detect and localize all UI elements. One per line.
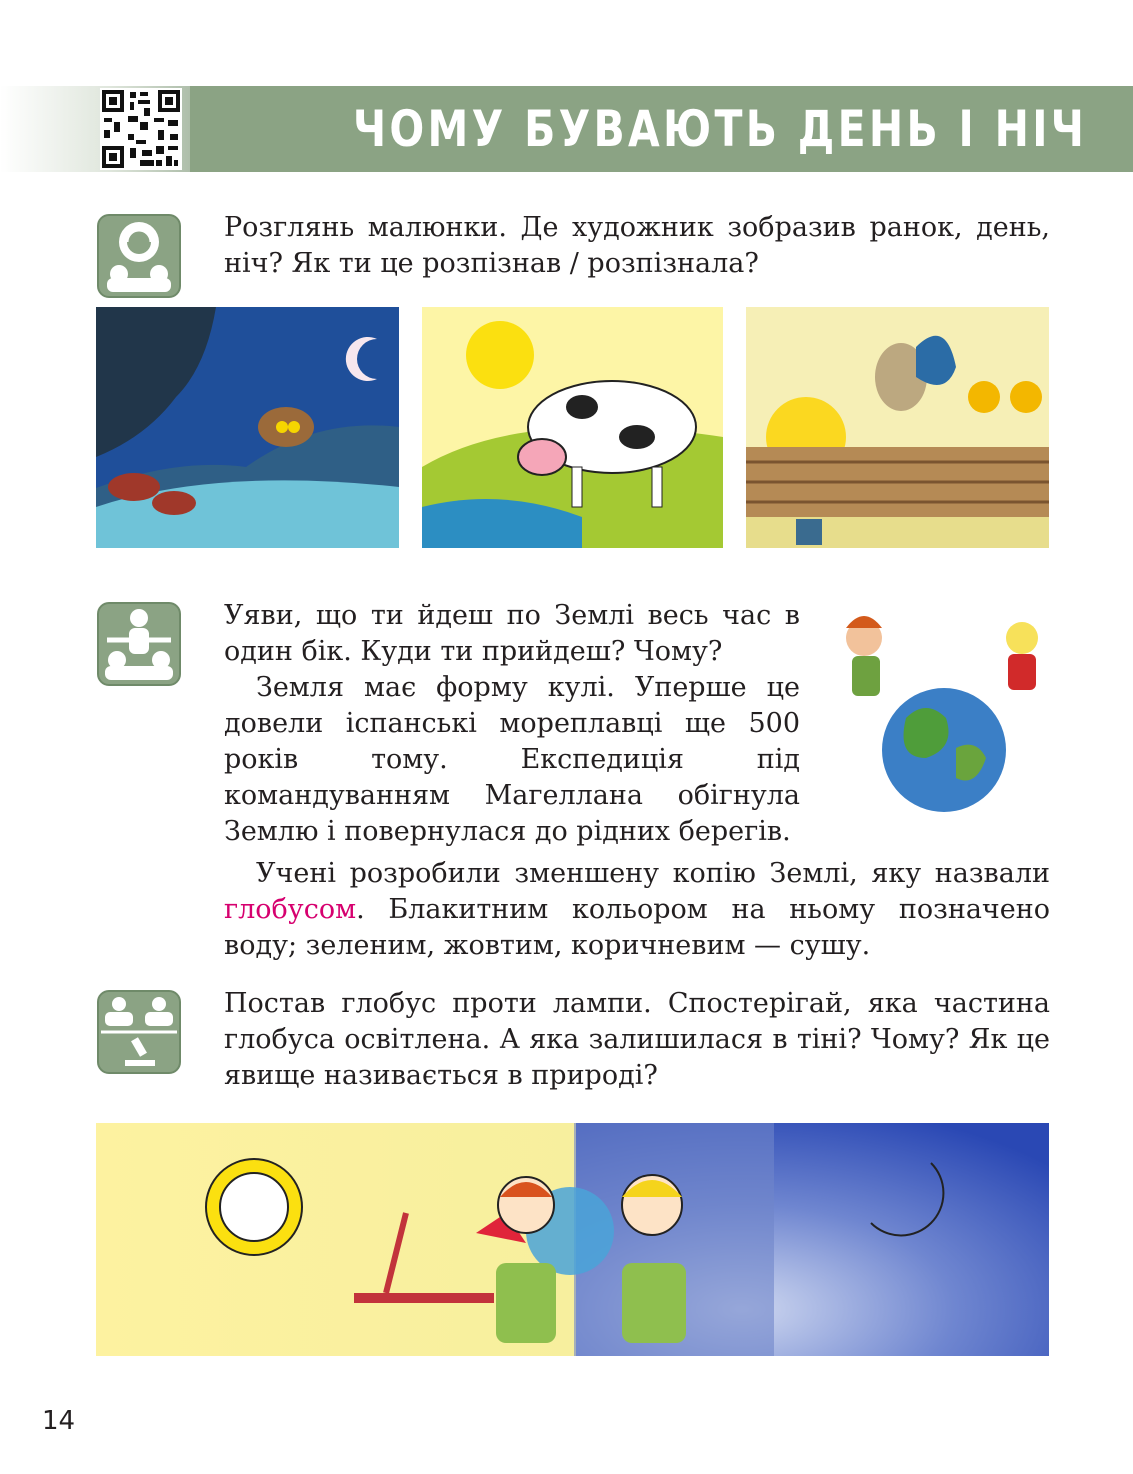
globe-lamp-picture (96, 1123, 1049, 1356)
magellan-paragraph: Земля має форму кулі. Уперше це довели іспанські мореплавці ще 500 років тому. Експедиція під командуванням Магеллана обігнула Землю і повернулася до рідних берегів. (224, 672, 800, 847)
page-number: 14 (42, 1406, 76, 1436)
night-picture (96, 307, 399, 548)
globe-text-end: . Блакитним кольором на ньому позначено воду; зеленим, жовтим, коричневим — сушу. (224, 894, 1050, 961)
walking-question: Уяви, що ти йдеш по Землі весь час в один бік. Куди ти прийдеш? Чому? (224, 600, 800, 667)
day-picture (422, 307, 723, 548)
earth-shape-text (224, 598, 800, 850)
observe-instruction: Розглянь малюнки. Де художник зобразив ранок, день, ніч? Як ти це розпізнав / розпізнала? (224, 212, 1050, 279)
morning-picture (746, 307, 1049, 548)
globe-text-start: Учені розробили зменшену копію Землі, яку назвали (256, 858, 1050, 889)
think-icon (97, 602, 181, 686)
page-title: ЧОМУ БУВАЮТЬ ДЕНЬ І НІЧ (353, 100, 1088, 158)
globe-paragraph (224, 856, 1050, 964)
globe-term: глобусом (224, 894, 357, 925)
children-on-globe-picture (826, 598, 1058, 820)
experiment-instruction: Постав глобус проти лампи. Спостерігай, яка частина глобуса освітлена. А яка залишилася в тіні? Чому? Як це явище називається в природі? (224, 988, 1050, 1091)
observe-icon (97, 214, 181, 298)
qr-code-icon[interactable] (100, 88, 182, 170)
experiment-icon (97, 990, 181, 1074)
